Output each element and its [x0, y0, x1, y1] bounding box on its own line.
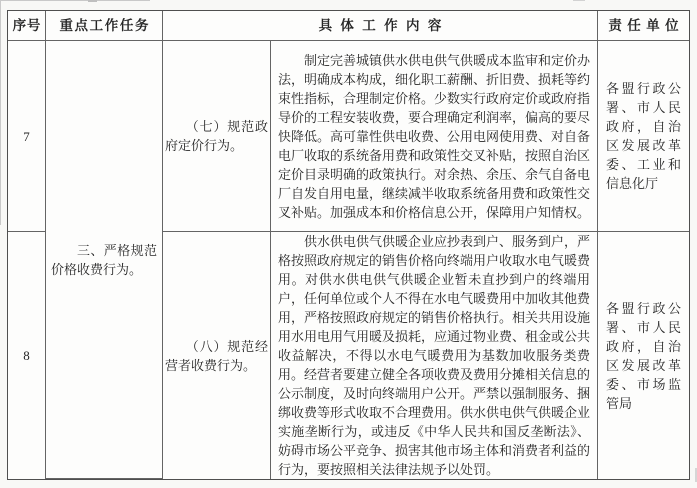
row7-serial-number: 7	[23, 128, 30, 144]
header-work-content	[163, 11, 598, 41]
row7-subtask-text: （七）规范政府定价行为。	[165, 119, 268, 153]
row8-serial-cell	[8, 232, 46, 479]
header-responsible-unit	[598, 11, 689, 41]
row7-responsible-cell	[598, 41, 689, 232]
header-responsible-unit-label: 责任单位	[608, 18, 684, 33]
row7-responsible-text: 各盟行政公署、市人民政府，自治区发展改革委、工业和信息化厅	[606, 81, 681, 191]
header-key-tasks	[46, 11, 163, 41]
scan-artifact-tick	[88, 0, 97, 2]
row8-subtask-text: （八）规范经营者收费行为。	[165, 338, 268, 373]
row8-responsible-cell	[598, 232, 689, 479]
row8-content-text: 供水供电供气供暖企业应抄表到户、服务到户，严格按照政府规定的销售价格向终端用户收取水电气暖费用。对供水供电供气供暖企业暂未直抄到户的终端用户，任何单位或个人不得在水电气暖费用中加收其他费用，严格按照政府规定的销售价格执行。相关共用设施用水用电用气用暖及损耗，应通过物业费、租金或公共收益解决，不得以水电气暖费用为基数加收服务类费用。经营者要建立健全各项收费及费用分摊相关信息的公示制度，及时向终端用户公开。严禁以强制服务、捆绑收费等形式收取不合理费用。供水供电供气供暖企业实施垄断行为，或违反《中华人民共和国反垄断法》、妨碍市场公平竞争、损害其他市场主体和消费者利益的行为，要按照相关法律法规予以处罚。	[278, 234, 591, 477]
scan-artifact-left-line	[0, 0, 1, 225]
header-work-content-label: 具体工作内容	[318, 18, 450, 33]
scan-artifact-tick	[573, 0, 585, 1]
header-key-tasks-label: 重点工作任务	[59, 18, 151, 33]
row8-subtask-cell	[163, 232, 271, 479]
header-serial-number-label: 序号	[12, 18, 42, 33]
row7-content-cell	[271, 41, 598, 232]
row7-serial-cell	[8, 41, 46, 232]
row8-content-cell	[271, 232, 598, 479]
row8-responsible-text: 各盟行政公署、市人民政府，自治区发展改革委、市场监管局	[606, 300, 681, 411]
key-task-text: 三、严格规范价格收费行为。	[51, 242, 157, 277]
row7-content-text: 制定完善城镇供水供电供气供暖成本监审和定价办法，明确成本构成，细化职工薪酬、折旧费、损耗等约束性指标，合理制定价格。少数实行政府定价或政府指导价的工程安装收费，要合理确定利润率，偏高的要尽快降低。高可靠性供电收费、公用电网使用费、对自备电厂收取的系统备用费和政策性交叉补贴，按照自治区定价目录明确的政策执行。对余热、余压、余气自备电厂自发自用电量，继续减半收取系统备用费和政策性交叉补贴。加强成本和价格信息公开，保障用户知情权。	[278, 52, 591, 220]
scan-artifact-top-line	[0, 0, 150, 1]
row7-subtask-cell	[163, 41, 271, 232]
header-serial-number	[8, 11, 46, 41]
row8-serial-number: 8	[23, 348, 30, 363]
work-plan-table	[7, 10, 690, 480]
key-task-merged-cell	[46, 41, 163, 479]
